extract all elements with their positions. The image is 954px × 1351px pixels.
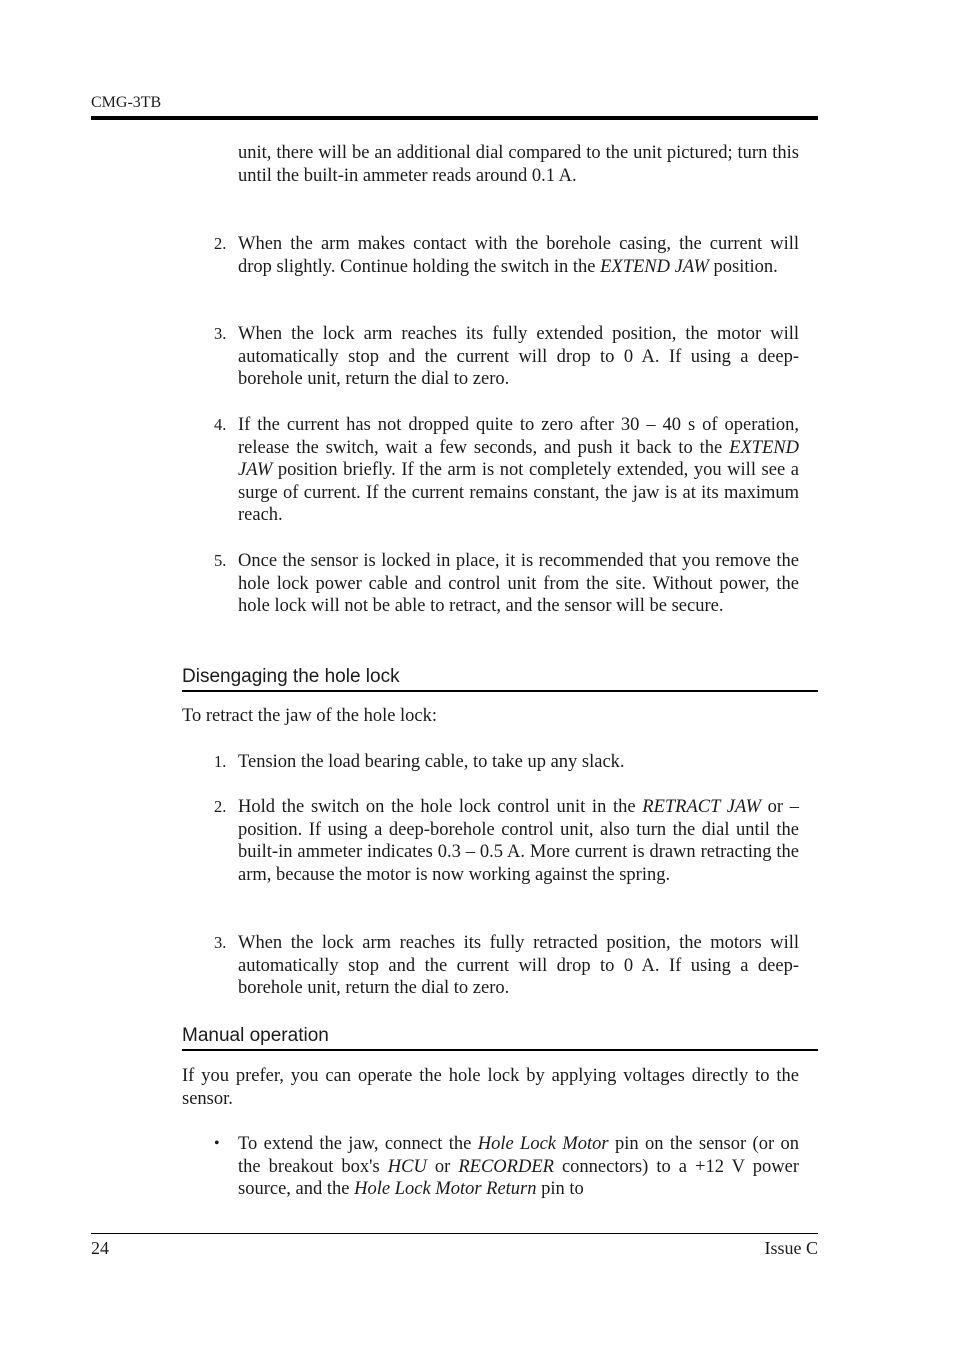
bullet-icon: • [214,1135,220,1152]
disengage-step-1: 1. Tension the load bearing cable, to take up any slack. [214,752,625,772]
header-rule [91,116,818,120]
step-number: 3. [214,933,227,952]
step-number: 1. [214,752,227,771]
disengage-step-2: 2. Hold the switch on the hole lock control unit in the RETRACT JAW or – position. If using a deep-borehole control unit, also turn the dial until the built-in ammeter indicates 0.3 – 0.5 A. More current is drawn retracting the arm, because the motor is now working against the spring. [214,797,799,885]
manual-intro: If you prefer, you can operate the hole lock by applying voltages directly to the sensor. [182,1066,799,1109]
page-header [91,92,818,112]
section-heading-manual-operation: Manual operation [182,1025,818,1051]
step-5: 5. Once the sensor is locked in place, it is recommended that you remove the hole lock power cable and control unit from the site. Without power, the hole lock will not be able to retract, and the sensor will be secure. [214,551,799,617]
section-heading-disengaging: Disengaging the hole lock [182,666,818,692]
disengage-intro: To retract the jaw of the hole lock: [182,706,438,726]
step-number: 4. [214,415,227,434]
step-number: 2. [214,234,227,253]
continued-step-text: unit, there will be an additional dial compared to the unit pictured; turn this until the built-in ammeter reads around 0.1 A. [238,143,799,186]
disengage-step-3: 3. When the lock arm reaches its fully retracted position, the motors will automatically stop and the current will drop to 0 A. If using a deep-borehole unit, return the dial to zero. [214,933,799,999]
step-3: 3. When the lock arm reaches its fully extended position, the motor will automatically stop and the current will drop to 0 A. If using a deep-borehole unit, return the dial to zero. [214,324,799,390]
manual-bullet-item: • To extend the jaw, connect the Hole Lock Motor pin on the sensor (or on the breakout box's HCU or RECORDER connectors) to a +12 V power source, and the Hole Lock Motor Return pin to [214,1134,799,1200]
step-2: 2. When the arm makes contact with the borehole casing, the current will drop slightly. Continue holding the switch in the EXTEND JAW position. [214,234,799,277]
document-id: CMG-3TB [91,94,162,111]
page-number: 24 [91,1238,109,1258]
step-number: 5. [214,551,227,570]
step-number: 3. [214,324,227,343]
issue-label: Issue C [764,1238,818,1258]
step-4: 4. If the current has not dropped quite to zero after 30 – 40 s of operation, release the switch, wait a few seconds, and push it back to the EXTEND JAW position briefly. If the arm is not completely extended, you will see a surge of current. If the current remains constant, the jaw is at its maximum reach. [214,415,799,526]
footer-rule [91,1233,818,1234]
step-number: 2. [214,797,227,816]
